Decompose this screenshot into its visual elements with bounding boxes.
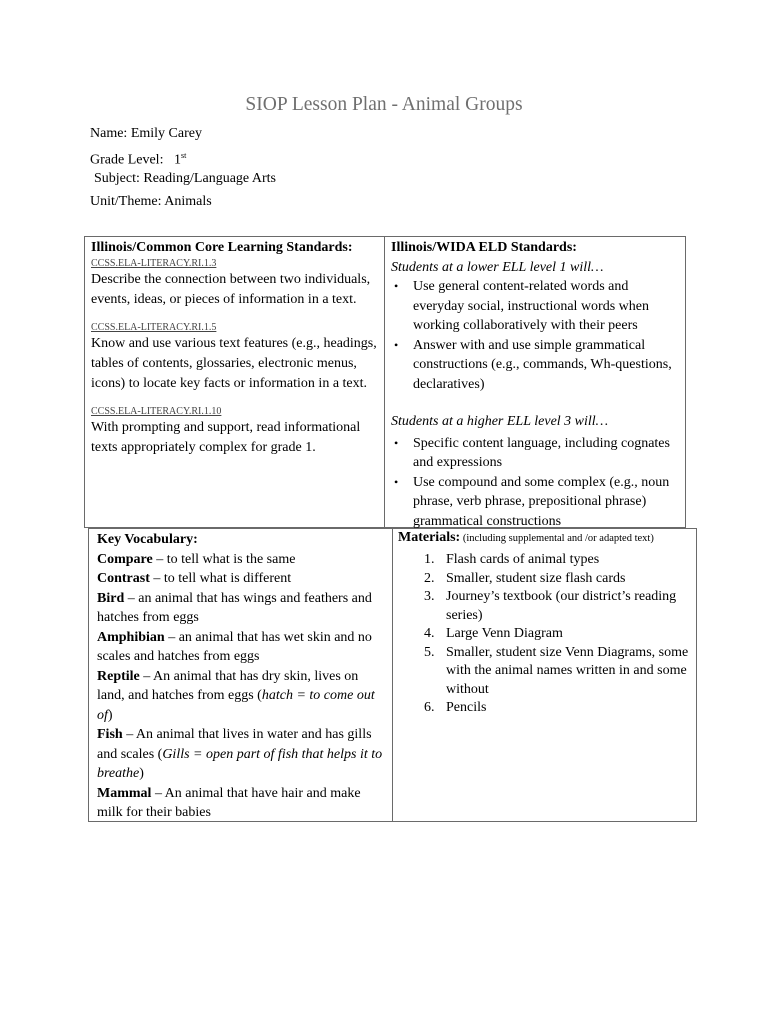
materials-heading: Materials: — [398, 530, 461, 545]
list-item: 4. Large Venn Diagram — [424, 626, 563, 641]
materials-header — [398, 530, 690, 547]
list-item: 2. Smaller, student size flash cards — [424, 570, 626, 586]
unit-line: Unit/Theme: Animals — [90, 194, 212, 209]
wida-heading: Illinois/WIDA ELD Standards: — [391, 240, 577, 255]
vocab-entry-reptile: Reptile – An animal that has dry skin, lives on land, and hatches from eggs (hatch = to come out of) — [97, 668, 375, 723]
bullet-icon: • — [394, 474, 399, 489]
list-item: 1. Flash cards of animal types — [424, 552, 600, 567]
wida-cell — [391, 238, 681, 531]
standard-code: CCSS.ELA-LITERACY.RI.1.3 — [91, 257, 217, 269]
vocab-materials-divider — [392, 528, 393, 822]
common-core-heading: Illinois/Common Core Learning Standards: — [91, 240, 353, 255]
grade-line — [90, 148, 186, 169]
vocab-entry-contrast: Contrast – to tell what is different — [97, 571, 292, 586]
materials-list — [398, 551, 690, 718]
vocab-entry-compare: Compare – to tell what is the same — [97, 551, 296, 567]
standard-code: CCSS.ELA-LITERACY.RI.1.10 — [91, 405, 222, 417]
grade-label: Grade Level: — [90, 152, 164, 168]
list-item: • Use general content-related words and everyday social, instructional words when working collaboratively with their peers — [394, 279, 649, 333]
higher-level-label: Students at a higher ELL level 3 will… — [391, 414, 609, 429]
bullet-icon: • — [394, 435, 399, 450]
bullet-icon: • — [394, 337, 399, 352]
higher-level-list — [391, 434, 681, 532]
name-line: Name: Emily Carey — [90, 126, 202, 141]
vocab-entry-mammal: Mammal – An animal that have hair and make milk for their babies — [97, 785, 361, 820]
list-item: 5. Smaller, student size Venn Diagrams, some with the animal names written in and some without — [424, 644, 689, 697]
materials-note: (including supplemental and /or adapted text) — [460, 533, 654, 544]
document-title: SIOP Lesson Plan - Animal Groups — [245, 94, 523, 115]
bullet-icon: • — [394, 279, 399, 293]
vocabulary-cell — [97, 530, 387, 823]
common-core-cell — [91, 238, 381, 458]
lower-level-label: Students at a lower ELL level 1 will… — [391, 259, 604, 275]
subject-line: Subject: Reading/Language Arts — [94, 171, 276, 186]
standard-code: CCSS.ELA-LITERACY.RI.1.5 — [91, 321, 217, 333]
standard-text: With prompting and support, read informational texts appropriately complex for grade 1. — [91, 419, 361, 455]
grade-superscript: st — [180, 151, 187, 160]
vocab-entry-fish: Fish – An animal that lives in water and has gills and scales (Gills = open part of fish that helps it to breathe) — [97, 727, 383, 781]
lower-level-list — [391, 277, 681, 394]
standard-text: Know and use various text features (e.g., headings, tables of contents, glossaries, electronic menus, icons) to locate key facts or information in a text. — [91, 335, 377, 391]
standard-text: Describe the connection between two individuals, events, ideas, or pieces of information in a text. — [91, 271, 371, 307]
standards-divider — [384, 236, 385, 528]
vocab-entry-bird: Bird – an animal that has wings and feathers and hatches from eggs — [97, 590, 372, 625]
vocabulary-heading: Key Vocabulary: — [97, 532, 198, 547]
grade-value: 1 — [173, 152, 181, 168]
vocab-entry-amphibian: Amphibian – an animal that has wet skin and no scales and hatches from eggs — [97, 629, 372, 664]
list-item: 3. Journey’s textbook (our district’s reading series) — [424, 589, 677, 623]
list-item: 6. Pencils — [424, 700, 487, 715]
materials-cell — [398, 530, 690, 718]
list-item: • Answer with and use simple grammatical constructions (e.g., commands, Wh-questions, declaratives) — [394, 337, 672, 392]
list-item: • Specific content language, including cognates and expressions — [394, 435, 670, 470]
list-item: • Use compound and some complex (e.g., noun phrase, verb phrase, prepositional phrase) grammatical constructions — [394, 474, 670, 529]
